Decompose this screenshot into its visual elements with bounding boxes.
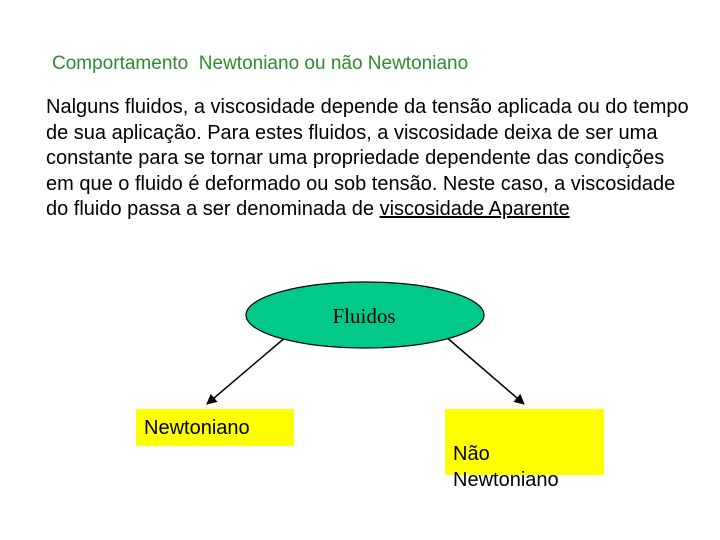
slide-title: Comportamento Newtoniano ou não Newtoniano — [52, 53, 469, 74]
newtoniano-box — [136, 409, 294, 446]
arrow-to-newtoniano — [207, 336, 287, 404]
underlined-term: viscosidade Aparente — [379, 198, 570, 220]
newtoniano-label: Newtoniano — [144, 417, 250, 439]
paragraph-text: Nalguns fluidos, a viscosidade depende da tensão aplicada ou do tempo de sua aplicação. Para estes fluidos, a viscosidade deixa de ser uma constante para se tornar uma propriedade dependente das condições em que o fluido é deformado ou sob tensão. Neste caso, a viscosidade do fluido passa a ser denominada de — [46, 96, 689, 220]
fluidos-label: Fluidos — [332, 304, 396, 328]
nao-newtoniano-label: Não Newtoniano — [453, 443, 559, 491]
arrow-to-nao-newtoniano — [445, 336, 524, 404]
nao-newtoniano-box — [445, 409, 604, 491]
